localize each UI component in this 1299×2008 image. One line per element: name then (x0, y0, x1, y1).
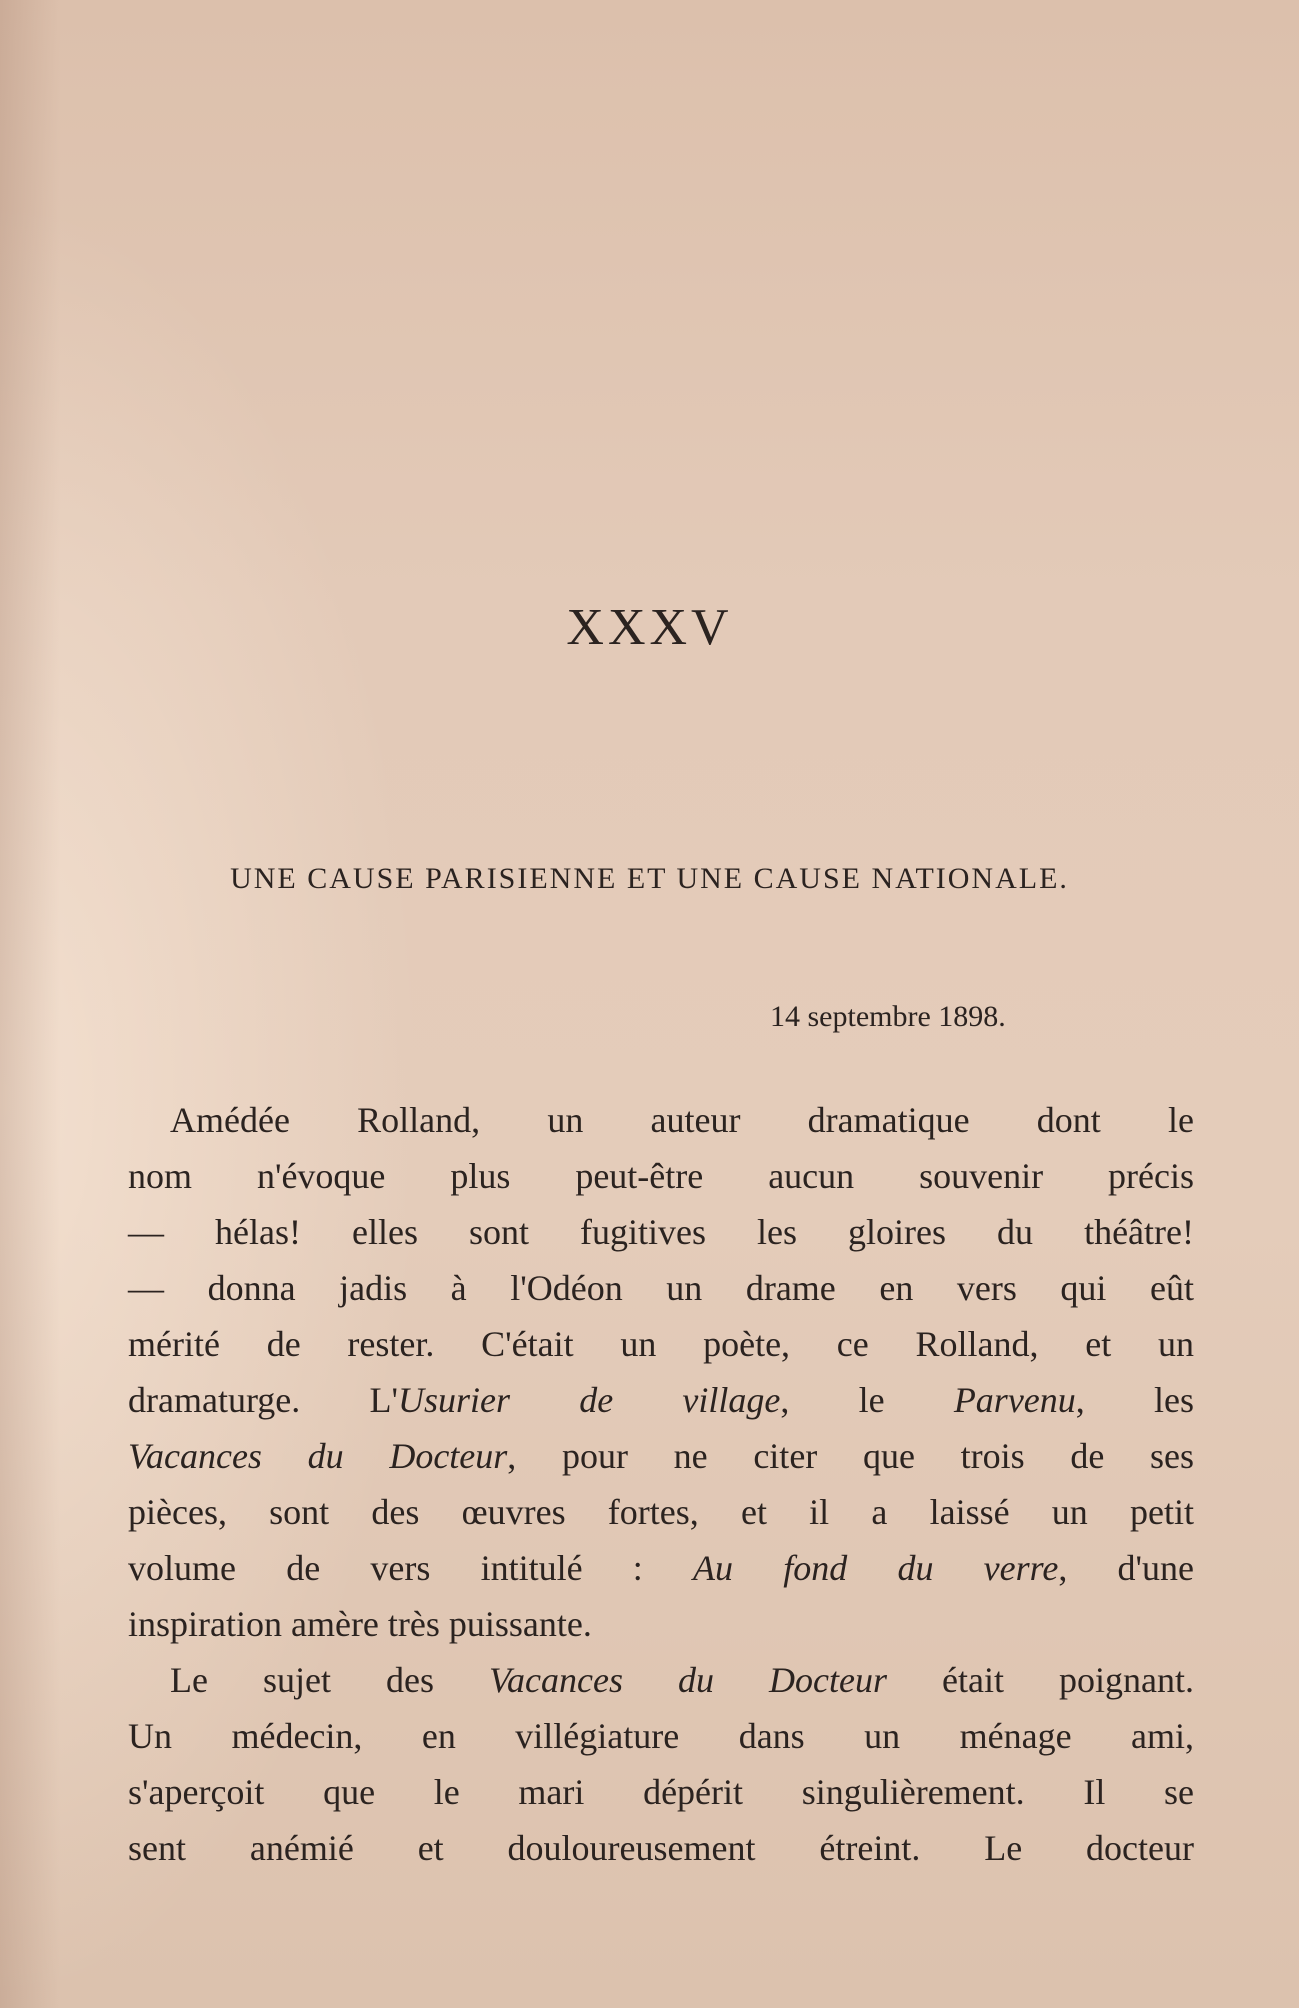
text-segment: , pour ne citer que trois de ses (507, 1436, 1194, 1476)
text-segment: — hélas! elles sont fugitives les gloires du théâtre! (128, 1212, 1194, 1252)
text-line (128, 1596, 1194, 1652)
text-segment: Un médecin, en villégiature dans un ménage ami, (128, 1716, 1194, 1756)
text-segment: dramaturge. L' (128, 1380, 398, 1420)
text-segment: volume de vers intitulé : (128, 1548, 694, 1588)
text-segment: Amédée Rolland, un auteur dramatique dont le (170, 1100, 1194, 1140)
text-segment: pièces, sont des œuvres fortes, et il a laissé un petit (128, 1492, 1194, 1532)
italic-title: Vacances du Docteur (128, 1436, 508, 1476)
text-line (128, 1148, 1194, 1204)
text-segment: s'aperçoit que le mari dépérit singulièrement. Il se (128, 1772, 1194, 1812)
text-line (128, 1820, 1194, 1876)
text-segment: , le (780, 1380, 954, 1420)
text-segment: , les (1075, 1380, 1194, 1420)
text-line (128, 1484, 1194, 1540)
text-segment: Le sujet des (170, 1660, 490, 1700)
text-line (128, 1428, 1194, 1484)
italic-title: Vacances du Docteur (489, 1660, 887, 1700)
italic-title: Parvenu (953, 1380, 1076, 1420)
text-line (128, 1708, 1194, 1764)
page-gutter-shadow (0, 0, 60, 2008)
text-segment: , d'une (1058, 1548, 1194, 1588)
text-line (128, 1652, 1194, 1708)
text-segment: inspiration amère très puissante. (128, 1604, 592, 1644)
text-segment: sent anémié et douloureusement étreint. Le docteur (128, 1828, 1194, 1868)
italic-title: Usurier de village (397, 1380, 781, 1420)
text-line (128, 1372, 1194, 1428)
text-line (128, 1764, 1194, 1820)
text-line (128, 1260, 1194, 1316)
text-line (128, 1092, 1194, 1148)
italic-title: Au fond du verre (693, 1548, 1059, 1588)
text-segment: — donna jadis à l'Odéon un drame en vers qui eût (128, 1268, 1194, 1308)
text-line (128, 1540, 1194, 1596)
chapter-date: 14 septembre 1898. (770, 1000, 1006, 1033)
chapter-number: XXXV (566, 599, 733, 656)
text-line (128, 1204, 1194, 1260)
text-segment: était poignant. (887, 1660, 1194, 1700)
text-line (128, 1316, 1194, 1372)
text-segment: nom n'évoque plus peut-être aucun souvenir précis (128, 1156, 1194, 1196)
body-text (128, 1092, 1194, 1876)
chapter-title: UNE CAUSE PARISIENNE ET UNE CAUSE NATIONALE. (230, 862, 1069, 895)
text-segment: mérité de rester. C'était un poète, ce Rolland, et un (128, 1324, 1194, 1364)
